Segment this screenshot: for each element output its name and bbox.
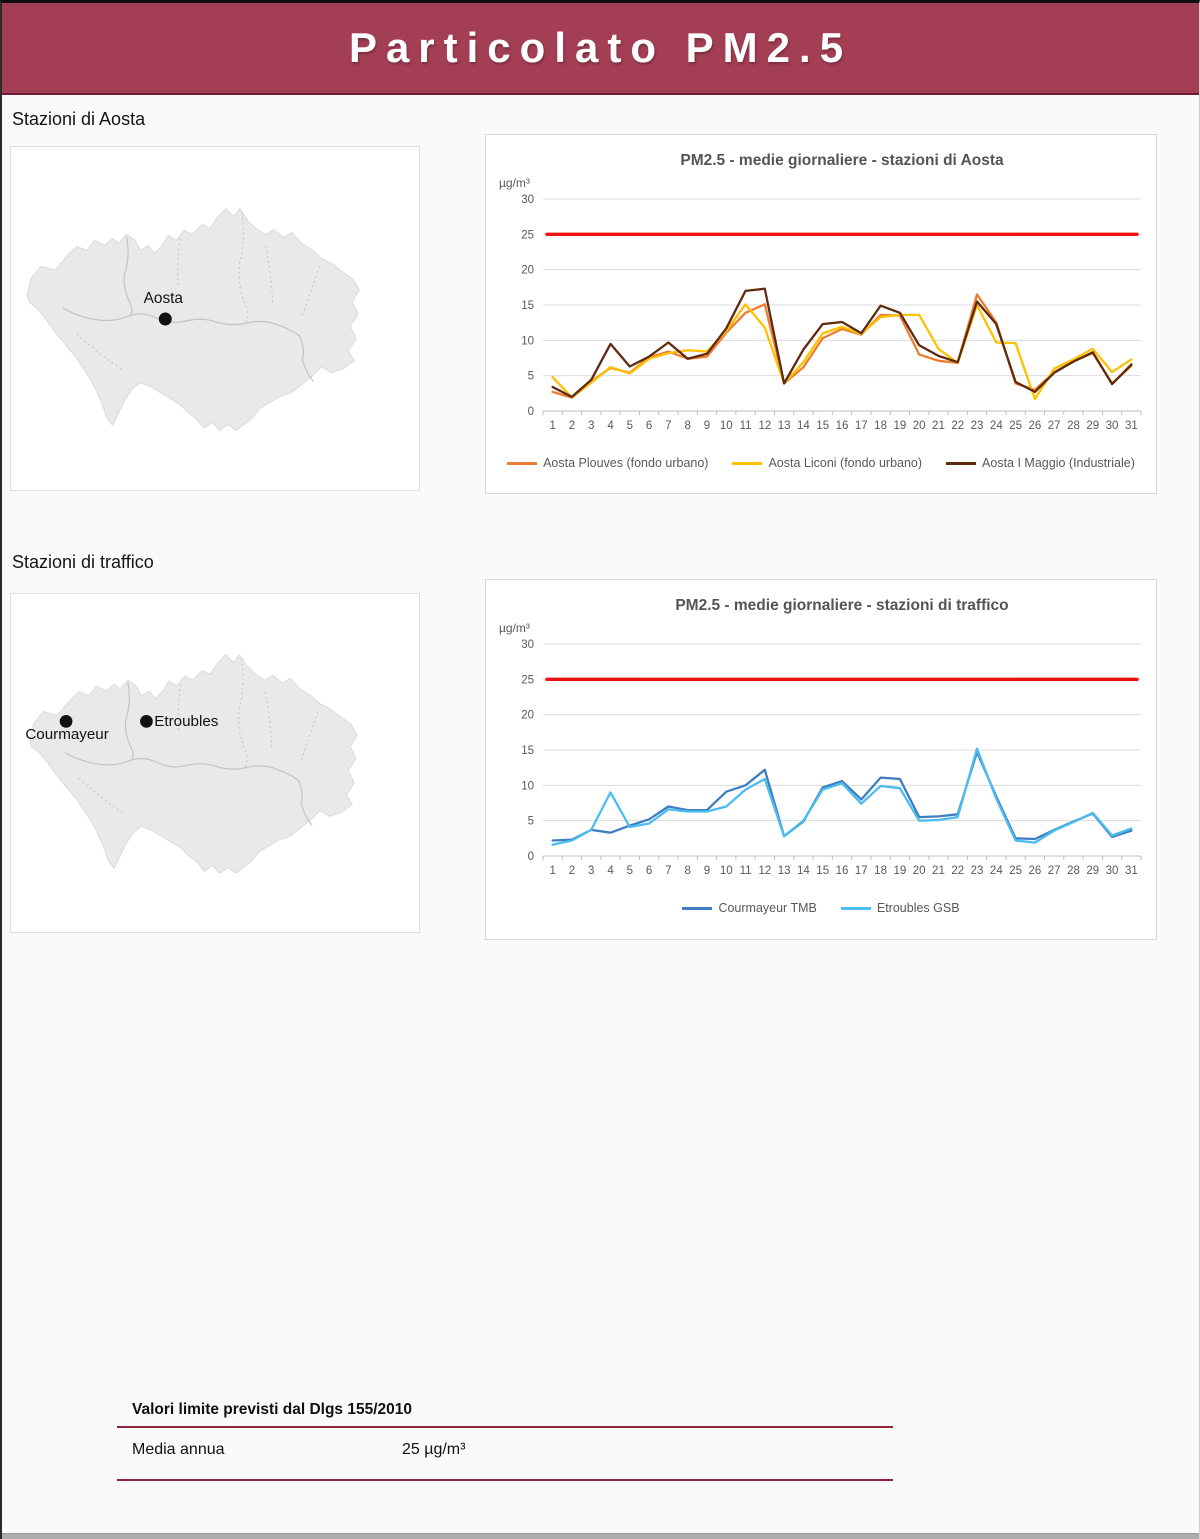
x-tick-label: 7 [665,865,672,877]
x-axis [543,856,1141,877]
y-tick-label: 5 [527,370,534,383]
y-tick-label: 0 [527,851,534,863]
x-tick-label: 23 [970,420,984,432]
x-tick-label: 27 [1047,420,1061,432]
x-tick-label: 28 [1067,420,1080,432]
x-tick-label: 8 [684,420,691,432]
legend-label: Etroubles GSB [876,901,960,915]
series-line [553,304,1132,399]
x-tick-label: 11 [739,420,752,432]
x-tick-label: 30 [1105,865,1119,877]
x-tick-label: 9 [703,420,711,432]
x-tick-label: 1 [549,420,556,432]
x-tick-label: 31 [1124,865,1138,877]
y-tick-label: 10 [521,335,534,348]
legend-label: Courmayeur TMB [718,901,817,915]
x-axis [543,411,1141,432]
legend-label: Aosta Liconi (fondo urbano) [768,456,923,470]
gridlines [521,194,1141,418]
legend-item [732,456,922,470]
x-tick-label: 10 [719,865,733,877]
limits-table-title: Valori limite previsti dal Dlgs 155/2010 [132,1401,412,1418]
y-tick-label: 15 [521,745,534,757]
x-tick-label: 30 [1105,420,1119,432]
y-tick-label: 5 [527,815,534,828]
x-tick-label: 6 [645,865,653,877]
table-row [117,1428,893,1472]
x-tick-label: 28 [1067,865,1080,877]
x-tick-label: 6 [645,420,653,432]
y-axis-unit-label: µg/m³ [499,176,530,190]
station-label-aosta: Aosta [143,290,184,308]
x-tick-label: 14 [797,420,810,432]
x-tick-label: 25 [1009,420,1023,432]
x-tick-label: 26 [1028,420,1042,432]
legend-swatch [946,462,976,465]
legend-item [507,456,708,470]
x-tick-label: 15 [816,420,830,432]
y-tick-label: 25 [521,674,534,687]
limit-row-label: Media annua [132,1441,225,1458]
x-tick-label: 3 [588,865,595,877]
page-bottom-edge [2,1533,1199,1539]
series-line [553,752,1132,840]
map-panel-aosta [10,146,420,491]
chart-title: PM2.5 - medie giornaliere - stazioni di Aosta [680,152,1004,169]
divider [117,1479,893,1481]
limit-row-value: 25 µg/m³ [402,1441,466,1458]
x-tick-label: 24 [989,420,1003,432]
x-tick-label: 18 [874,865,887,877]
chart-legend-traffico [486,892,1156,915]
y-tick-label: 20 [521,709,534,722]
x-tick-label: 25 [1009,865,1023,877]
legend-label: Aosta I Maggio (Industriale) [982,456,1135,470]
x-tick-label: 20 [912,420,926,432]
legend-label: Aosta Plouves (fondo urbano) [543,456,709,470]
legend-item [946,456,1135,470]
y-tick-label: 10 [521,780,534,793]
x-tick-label: 8 [684,865,691,877]
legend-swatch [682,907,712,910]
legend-item [841,901,960,915]
y-tick-label: 25 [521,229,534,242]
limits-table [117,1401,893,1481]
x-tick-label: 21 [932,420,945,432]
x-tick-label: 18 [874,420,887,432]
legend-item [682,901,816,915]
station-label-courmayeur: Courmayeur [25,725,109,743]
page-title: Particolato PM2.5 [348,24,853,71]
x-tick-label: 1 [549,865,556,877]
x-tick-label: 7 [665,420,672,432]
x-tick-label: 17 [854,420,868,432]
x-tick-label: 22 [951,865,965,877]
y-tick-label: 30 [521,639,534,651]
x-tick-label: 14 [797,865,810,877]
series-line [553,749,1132,845]
section-label-aosta: Stazioni di Aosta [12,109,146,129]
x-tick-label: 10 [719,420,733,432]
x-tick-label: 29 [1086,420,1100,432]
x-tick-label: 12 [758,865,772,877]
x-tick-label: 13 [777,420,791,432]
chart-aosta [486,135,1156,447]
x-tick-label: 27 [1047,865,1061,877]
x-tick-label: 22 [951,420,965,432]
region-map-traffico [11,594,419,932]
x-tick-label: 26 [1028,865,1042,877]
x-tick-label: 20 [912,865,926,877]
x-tick-label: 17 [854,865,868,877]
x-tick-label: 2 [568,420,576,432]
x-tick-label: 15 [816,865,830,877]
y-tick-label: 30 [521,194,534,206]
station-dot-etroubles [140,715,153,728]
x-tick-label: 16 [835,420,849,432]
x-tick-label: 3 [588,420,595,432]
x-tick-label: 29 [1086,865,1100,877]
section-label-traffico: Stazioni di traffico [12,552,154,572]
gridlines [521,639,1141,863]
chart-panel-traffico [485,579,1157,940]
legend-swatch [841,907,871,910]
x-tick-label: 12 [758,420,772,432]
x-tick-label: 24 [989,865,1003,877]
x-tick-label: 5 [626,865,634,877]
x-tick-label: 23 [970,865,984,877]
x-tick-label: 13 [777,865,791,877]
map-panel-traffico [10,593,420,933]
chart-legend-aosta [486,447,1156,470]
x-tick-label: 11 [739,865,752,877]
x-tick-label: 5 [626,420,634,432]
y-tick-label: 15 [521,300,534,312]
x-tick-label: 2 [568,865,576,877]
legend-swatch [732,462,762,465]
chart-panel-aosta [485,134,1157,494]
chart-title: PM2.5 - medie giornaliere - stazioni di traffico [675,597,1009,614]
legend-swatch [507,462,537,465]
page-header [2,3,1199,95]
x-tick-label: 16 [835,865,849,877]
x-tick-label: 9 [703,865,711,877]
y-tick-label: 20 [521,264,534,277]
region-map-aosta [11,147,419,490]
x-tick-label: 31 [1124,420,1138,432]
x-tick-label: 4 [607,865,614,877]
station-dot-aosta [159,313,172,326]
x-tick-label: 4 [607,420,614,432]
y-tick-label: 0 [527,406,534,418]
x-tick-label: 19 [893,865,907,877]
x-tick-label: 19 [893,420,907,432]
station-label-etroubles: Etroubles [154,713,219,731]
y-axis-unit-label: µg/m³ [499,621,530,635]
x-tick-label: 21 [932,865,945,877]
chart-traffico [486,580,1156,892]
